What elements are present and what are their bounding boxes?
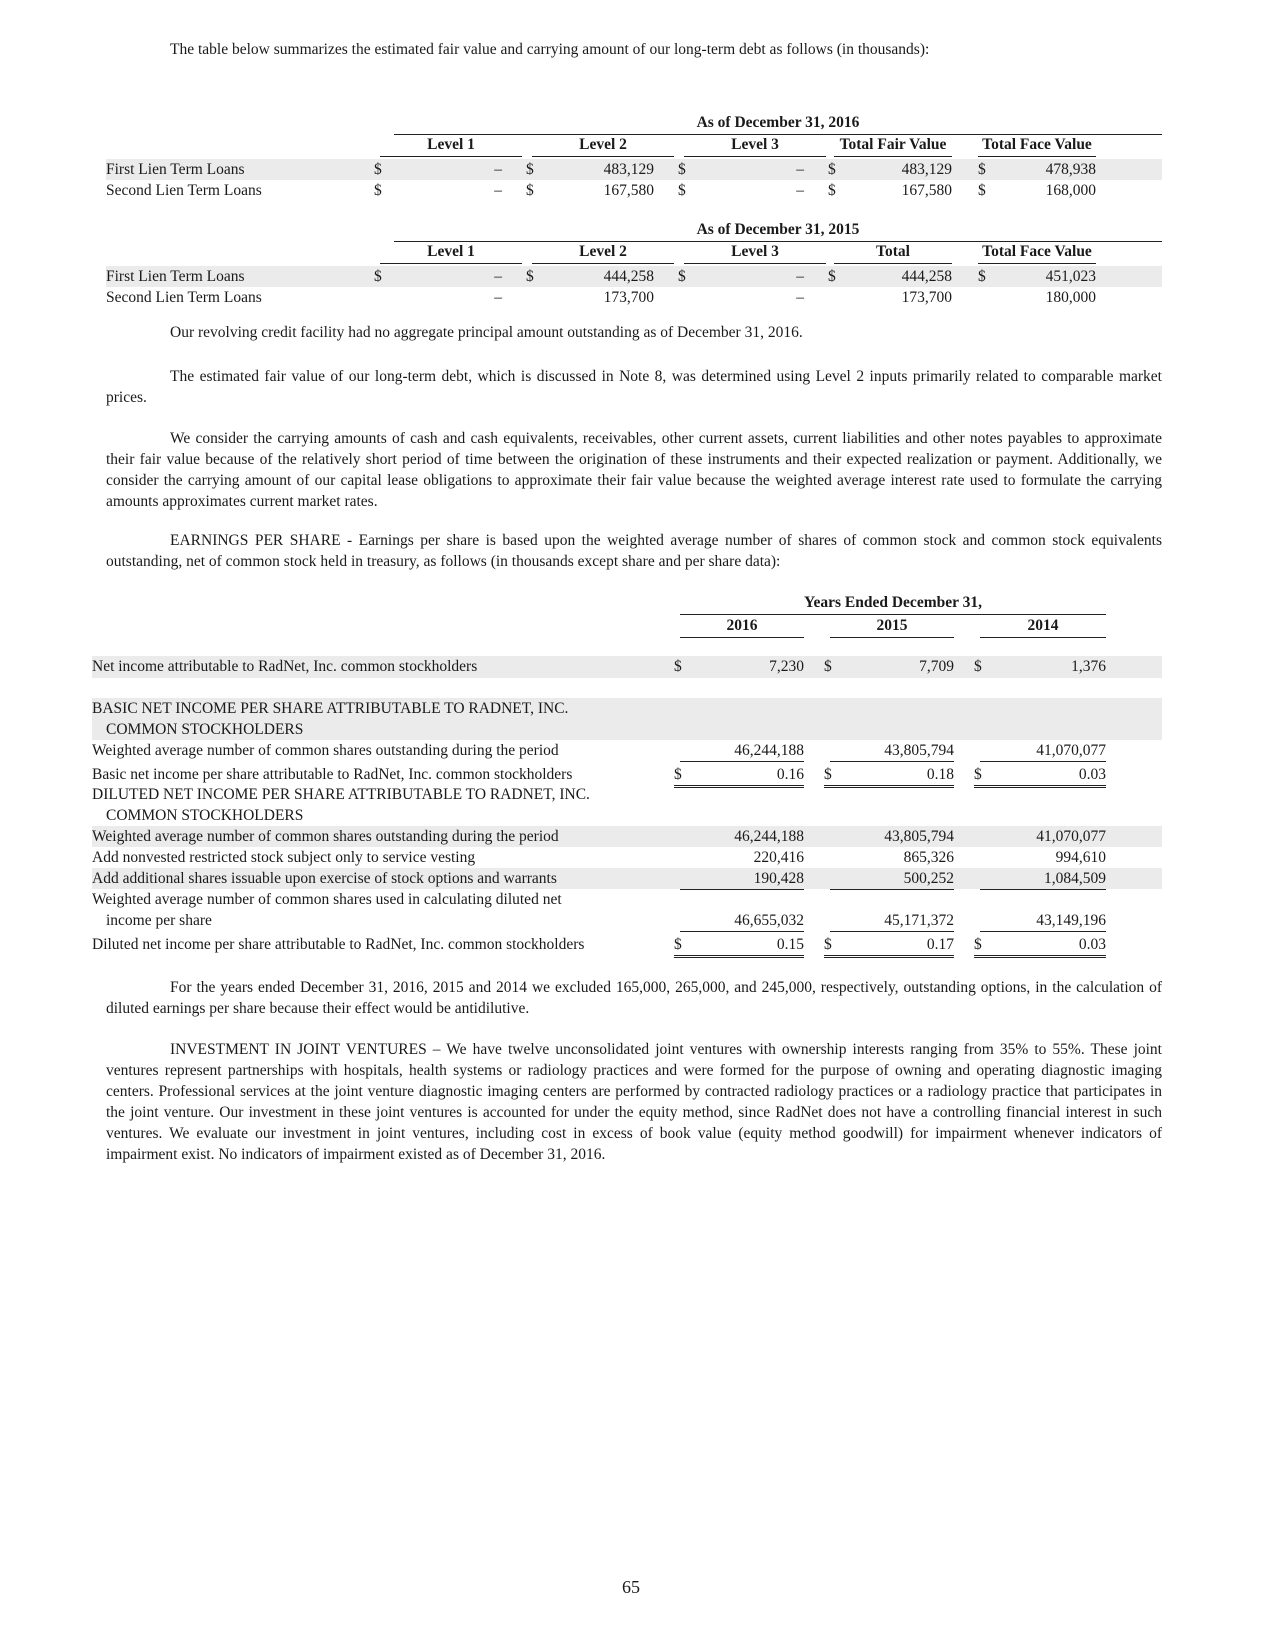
cell-value: 46,244,188 <box>734 828 804 845</box>
heading-text <box>92 784 652 826</box>
cell-value: 478,938 <box>1045 161 1096 178</box>
row-label <box>92 889 652 931</box>
currency-symbol: $ <box>374 182 382 199</box>
currency-symbol: $ <box>978 161 986 178</box>
row-label: First Lien Term Loans <box>106 161 245 178</box>
page-number: 65 <box>622 1577 640 1597</box>
heading-line: COMMON STOCKHOLDERS <box>106 807 304 824</box>
diluted-section-heading <box>92 784 1162 826</box>
table-row <box>92 740 1162 762</box>
cell-value: 46,655,032 <box>680 910 804 932</box>
table-row <box>92 934 1162 956</box>
cell-value: – <box>796 289 804 306</box>
cell-value: 444,258 <box>901 268 952 285</box>
currency-symbol: $ <box>674 766 682 783</box>
table-row <box>92 826 1162 847</box>
row-label: Second Lien Term Loans <box>106 182 262 199</box>
carrying-paragraph: We consider the carrying amounts of cash and cash equivalents, receivables, other current assets, current liabilities and other notes payables to approximate their fair value because of the relatively short period of time between the origination of these instruments and their expected realization or payment. Additionally, we consider the carrying amount of our capital lease obligations to approximate their fair value because the weighted average interest rate used to formulate the carrying amounts approximates current market rates. <box>106 430 1162 510</box>
table-row <box>92 764 1162 786</box>
heading-line: COMMON STOCKHOLDERS <box>106 721 304 738</box>
row-label: Add nonvested restricted stock subject only to service vesting <box>92 849 476 866</box>
cell-value: 7,230 <box>769 658 804 675</box>
table-row <box>106 180 1162 201</box>
col-level-3: Level 3 <box>684 241 826 264</box>
cell-value: – <box>796 161 804 178</box>
col-2016: 2016 <box>680 615 804 638</box>
cell-value: 0.15 <box>674 934 804 958</box>
currency-symbol: $ <box>678 268 686 285</box>
cell-value: 483,129 <box>603 161 654 178</box>
cell-value: 167,580 <box>901 182 952 199</box>
cell-value: 43,805,794 <box>884 828 954 845</box>
currency-symbol: $ <box>828 161 836 178</box>
currency-symbol: $ <box>526 182 534 199</box>
cell-value: 994,610 <box>1055 849 1106 866</box>
col-level-3: Level 3 <box>684 134 826 157</box>
cell-value: – <box>494 182 502 199</box>
currency-symbol: $ <box>374 161 382 178</box>
row-label: Weighted average number of common shares outstanding during the period <box>92 828 559 845</box>
cell-value: 0.18 <box>824 764 954 788</box>
cell-value: 173,700 <box>901 289 952 306</box>
basic-section-heading <box>92 698 1162 740</box>
heading-line: DILUTED NET INCOME PER SHARE ATTRIBUTABLE TO RADNET, INC. <box>92 786 590 803</box>
table-row <box>106 159 1162 180</box>
row-label: Basic net income per share attributable to RadNet, Inc. common stockholders <box>92 766 573 783</box>
cell-value: 0.16 <box>674 764 804 788</box>
row-label-line: income per share <box>106 912 212 929</box>
cell-value: 0.03 <box>974 764 1106 788</box>
currency-symbol: $ <box>526 268 534 285</box>
currency-symbol: $ <box>678 182 686 199</box>
cell-value: 451,023 <box>1045 268 1096 285</box>
row-label: First Lien Term Loans <box>106 268 245 285</box>
currency-symbol: $ <box>974 658 982 675</box>
currency-symbol: $ <box>828 182 836 199</box>
cell-value: 1,376 <box>1071 658 1106 675</box>
col-total-fair-value: Total Fair Value <box>834 134 952 157</box>
table-row <box>92 656 1162 678</box>
heading-line: BASIC NET INCOME PER SHARE ATTRIBUTABLE TO RADNET, INC. <box>92 700 569 717</box>
cell-value: 7,709 <box>919 658 954 675</box>
row-label: Net income attributable to RadNet, Inc. common stockholders <box>92 658 478 675</box>
cell-value: 444,258 <box>603 268 654 285</box>
cell-value: 220,416 <box>753 849 804 866</box>
cell-value: – <box>494 161 502 178</box>
cell-value: 46,244,188 <box>680 740 804 762</box>
col-level-2: Level 2 <box>532 241 674 264</box>
cell-value: 43,805,794 <box>830 740 954 762</box>
heading-text <box>92 698 652 740</box>
table-2015-as-of: As of December 31, 2015 <box>394 219 1162 242</box>
row-label: Diluted net income per share attributable to RadNet, Inc. common stockholders <box>92 936 585 953</box>
row-label: Weighted average number of common shares outstanding during the period <box>92 742 559 759</box>
cell-value: 483,129 <box>901 161 952 178</box>
currency-symbol: $ <box>674 936 682 953</box>
currency-symbol: $ <box>678 161 686 178</box>
col-total: Total <box>834 241 952 264</box>
currency-symbol: $ <box>374 268 382 285</box>
currency-symbol: $ <box>824 766 832 783</box>
cell-value: 1,084,509 <box>980 868 1106 890</box>
table-row <box>106 287 1162 308</box>
table-row <box>92 847 1162 868</box>
table-row <box>92 889 1162 931</box>
intro-text: The table below summarizes the estimated fair value and carrying amount of our long-term debt as follows (in thousands): <box>170 41 930 58</box>
table-row <box>92 868 1162 889</box>
currency-symbol: $ <box>824 658 832 675</box>
row-label: Second Lien Term Loans <box>106 289 262 306</box>
col-total-face-value: Total Face Value <box>978 241 1096 264</box>
cell-value: 45,171,372 <box>830 910 954 932</box>
eps-paragraph: EARNINGS PER SHARE - Earnings per share is based upon the weighted average number of shares of common stock and common stock equivalents outstanding, net of common stock held in treasury, as follows (in thousands except share and per share data): <box>106 532 1162 570</box>
table-row <box>106 266 1162 287</box>
eps-table-header: Years Ended December 31, <box>680 592 1106 615</box>
currency-symbol: $ <box>526 161 534 178</box>
row-label-line: Weighted average number of common shares used in calculating diluted net <box>92 891 562 908</box>
cell-value: 500,252 <box>830 868 954 890</box>
currency-symbol: $ <box>974 936 982 953</box>
cell-value: 173,700 <box>603 289 654 306</box>
cell-value: – <box>796 182 804 199</box>
col-level-1: Level 1 <box>380 241 522 264</box>
cell-value: 190,428 <box>680 868 804 890</box>
fair-value-paragraph: The estimated fair value of our long-term debt, which is discussed in Note 8, was determined using Level 2 inputs primarily related to comparable market prices. <box>106 368 1162 406</box>
cell-value: 0.17 <box>824 934 954 958</box>
cell-value: 41,070,077 <box>1036 828 1106 845</box>
currency-symbol: $ <box>828 268 836 285</box>
cell-value: – <box>494 268 502 285</box>
currency-symbol: $ <box>974 766 982 783</box>
cell-value: 0.03 <box>974 934 1106 958</box>
joint-ventures-paragraph: INVESTMENT IN JOINT VENTURES – We have twelve unconsolidated joint ventures with ownership interests ranging from 35% to 55%. These joint ventures represent partnerships with hospitals, health systems or radiology practices and were formed for the purpose of owning and operating diagnostic imaging centers. Professional services at the joint venture diagnostic imaging centers are performed by contracted radiology practices or a radiology practice that participates in the joint venture. Our investment in these joint ventures is accounted for under the equity method, since RadNet does not have a controlling financial interest in such ventures. We evaluate our investment in joint ventures, including cost in excess of book value (equity method goodwill) for impairment whenever indicators of impairment exist. No indicators of impairment existed as of December 31, 2016. <box>106 1041 1162 1163</box>
col-2014: 2014 <box>980 615 1106 638</box>
cell-value: 41,070,077 <box>980 740 1106 762</box>
cell-value: 167,580 <box>603 182 654 199</box>
revolving-paragraph: Our revolving credit facility had no aggregate principal amount outstanding as of December 31, 2016. <box>170 324 803 341</box>
cell-value: – <box>796 268 804 285</box>
cell-value: 180,000 <box>1045 289 1096 306</box>
cell-value: 168,000 <box>1045 182 1096 199</box>
currency-symbol: $ <box>978 182 986 199</box>
row-label: Add additional shares issuable upon exercise of stock options and warrants <box>92 870 557 887</box>
currency-symbol: $ <box>978 268 986 285</box>
excluded-options-paragraph: For the years ended December 31, 2016, 2015 and 2014 we excluded 165,000, 265,000, and 245,000, respectively, outstanding options, in the calculation of diluted earnings per share because their effect would be antidilutive. <box>106 979 1162 1017</box>
table-2016-as-of: As of December 31, 2016 <box>394 112 1162 135</box>
currency-symbol: $ <box>824 936 832 953</box>
col-level-1: Level 1 <box>380 134 522 157</box>
cell-value: 43,149,196 <box>980 910 1106 932</box>
col-level-2: Level 2 <box>532 134 674 157</box>
col-2015: 2015 <box>830 615 954 638</box>
currency-symbol: $ <box>674 658 682 675</box>
col-total-face-value: Total Face Value <box>978 134 1096 157</box>
cell-value: 865,326 <box>903 849 954 866</box>
cell-value: – <box>494 289 502 306</box>
